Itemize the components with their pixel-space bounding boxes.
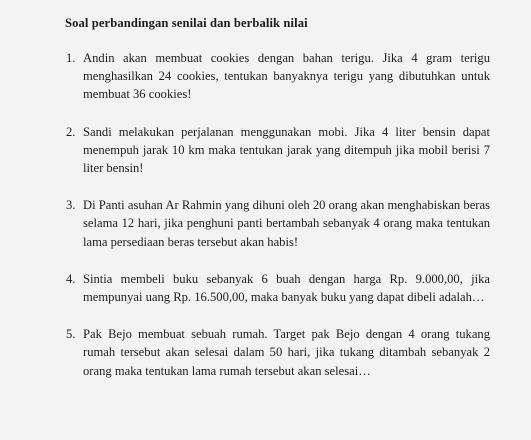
question-number: 2. <box>66 124 76 139</box>
question-number: 5. <box>66 327 76 342</box>
question-text: Andin akan membuat cookies dengan bahan terigu. Jika 4 gram terigu menghasilkan 24 cookies, tentukan banyaknya terigu yang dibutuhkan untuk membuat 36 cookies! <box>83 51 490 102</box>
question-text: Pak Bejo membuat sebuah rumah. Target pak Bejo dengan 4 orang tukang rumah tersebut akan selesai dalam 50 hari, jika tukang ditambah sebanyak 2 orang maka tentukan lama rumah tersebut akan selesai… <box>83 327 490 378</box>
question-item <box>66 49 491 104</box>
question-item <box>66 123 491 178</box>
document-title: Soal perbandingan senilai dan berbalik nilai <box>65 16 308 30</box>
question-item <box>66 270 491 306</box>
question-number: 1. <box>66 51 76 65</box>
question-number: 4. <box>66 271 76 286</box>
question-text: Di Panti asuhan Ar Rahmin yang dihuni oleh 20 orang akan menghabiskan beras selama 12 hari, jika penghuni panti bertambah sebanyak 4 orang maka tentukan lama persediaan beras tersebut akan habis! <box>83 198 490 249</box>
question-list <box>66 49 491 380</box>
question-item <box>66 196 491 251</box>
question-item <box>66 325 491 380</box>
question-text: Sintia membeli buku sebanyak 6 buah dengan harga Rp. 9.000,00, jika mempunyai uang Rp. 16.500,00, maka banyak buku yang dapat dibeli adalah… <box>83 271 490 305</box>
question-text: Sandi melakukan perjalanan menggunakan mobi. Jika 4 liter bensin dapat menempuh jarak 10 km maka tentukan jarak yang ditempuh jika mobil berisi 7 liter bensin! <box>83 124 490 176</box>
question-number: 3. <box>66 198 76 213</box>
